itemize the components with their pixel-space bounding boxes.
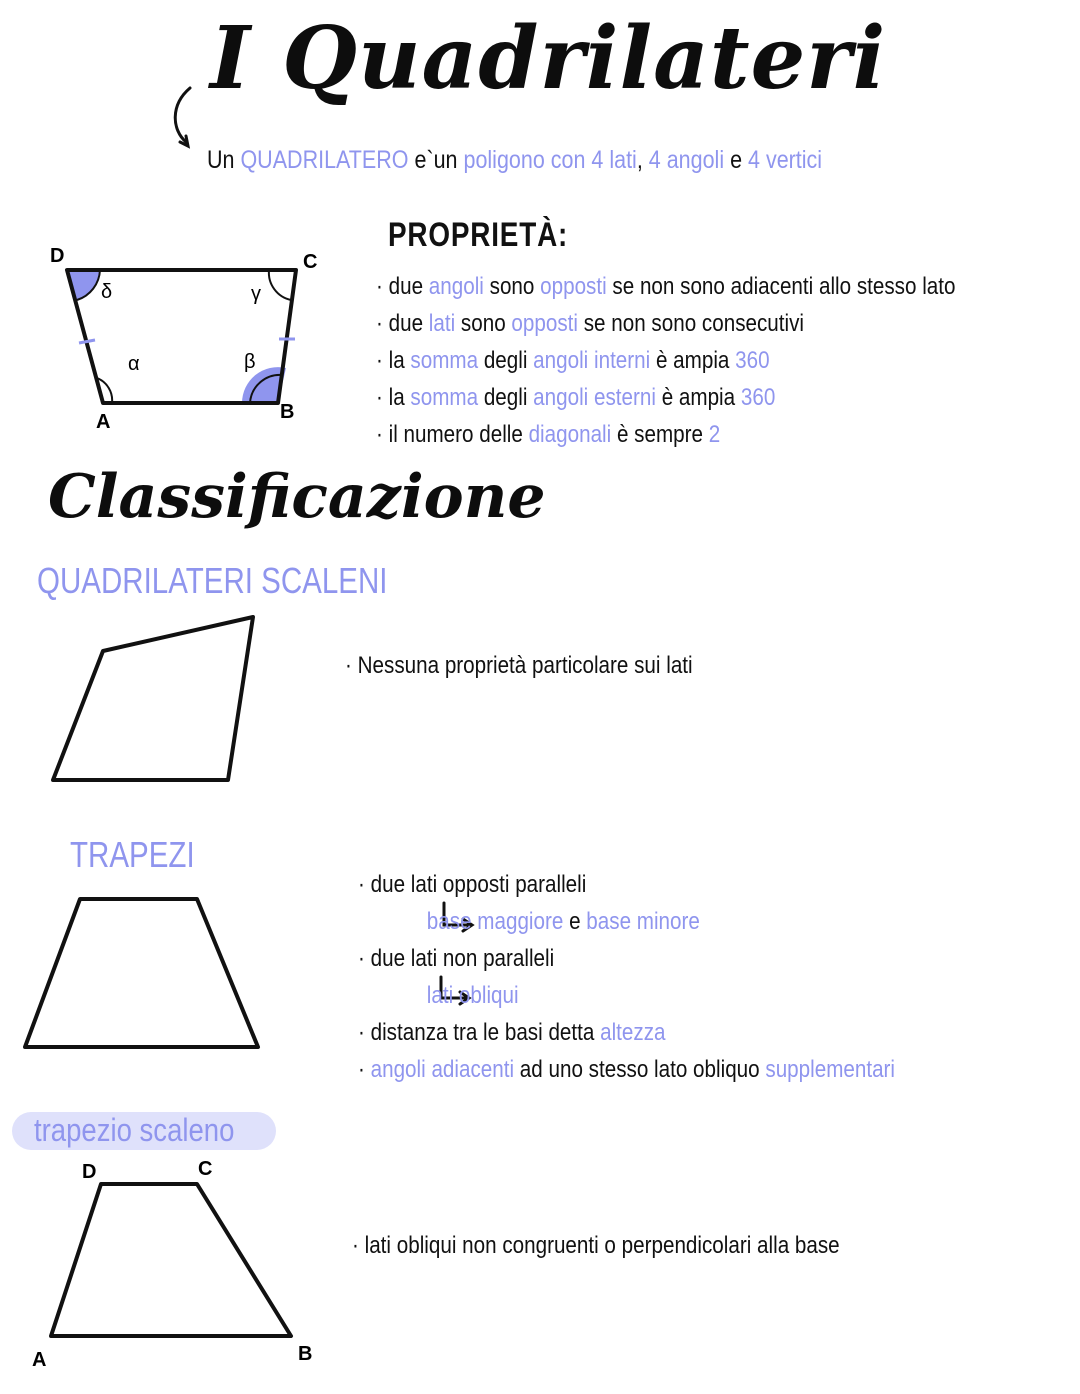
trapezoid-shape (25, 899, 258, 1047)
intro-text: Un QUADRILATERO e`un poligono con 4 lati, 4 angoli e 4 vertici (207, 146, 823, 174)
scalene-trapezoid (51, 1184, 291, 1336)
vertex-d: D (50, 245, 65, 267)
angle-gamma: γ (251, 283, 261, 305)
angle-beta: β (244, 351, 256, 373)
trapezi-list (358, 866, 895, 1088)
scaleni-heading: QUADRILATERI SCALENI (37, 560, 388, 601)
vertex-c: C (303, 251, 318, 273)
st-vertex-b: B (298, 1343, 313, 1365)
list-item: · due angoli sono opposti se non sono adiacenti allo stesso lato (376, 268, 956, 305)
scaleni-text: · Nessuna proprietà particolare sui lati (345, 652, 693, 679)
list-item: · distanza tra le basi detta altezza (358, 1014, 895, 1051)
list-item: · il numero delle diagonali è sempre 2 (376, 416, 956, 453)
angle-alpha: α (128, 353, 140, 375)
angle-delta: δ (101, 281, 113, 303)
trapezio-scaleno-text: · lati obliqui non congruenti o perpendicolari alla base (352, 1232, 840, 1259)
classification-heading: Classificazione (48, 462, 546, 532)
list-item: · la somma degli angoli interni è ampia 360 (376, 342, 956, 379)
trapezio-scaleno-badge (12, 1112, 276, 1150)
st-vertex-d: D (82, 1161, 97, 1183)
trapezio-scaleno-heading: trapezio scaleno (34, 1112, 235, 1148)
list-item: lati obliqui (426, 982, 519, 1009)
vertex-b: B (280, 401, 295, 423)
st-vertex-c: C (198, 1158, 213, 1180)
properties-list (376, 268, 956, 453)
page-title: I Quadrilateri (210, 8, 887, 109)
curved-arrow-icon (175, 88, 190, 142)
list-item: base maggiore e base minore (426, 908, 700, 935)
trapezi-heading: TRAPEZI (70, 834, 195, 875)
list-item: · la somma degli angoli esterni è ampia 360 (376, 379, 956, 416)
list-item: · due lati non paralleli (358, 940, 895, 977)
properties-heading: PROPRIETÀ: (388, 216, 569, 254)
scalene-quadrilateral (53, 617, 253, 780)
list-item: · due lati opposti paralleli (358, 866, 895, 903)
list-item: · angoli adiacenti ad uno stesso lato obliquo supplementari (358, 1051, 895, 1088)
list-item: · due lati sono opposti se non sono consecutivi (376, 305, 956, 342)
st-vertex-a: A (32, 1349, 47, 1371)
vertex-a: A (96, 411, 111, 433)
